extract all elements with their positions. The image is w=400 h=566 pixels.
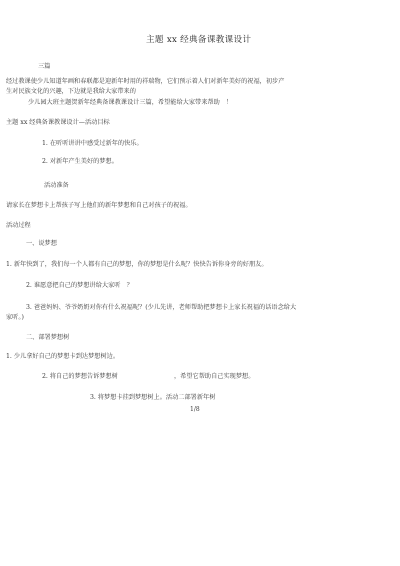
part1-heading: 主题 xx 经典备课教课设计—活动目标 [6, 119, 110, 126]
question-1: 1. 新年快到了，我们每一个人都有自己的梦想，你的梦想是什么呢？快快告诉你身旁的好朋友。 [6, 261, 268, 268]
prep-text: 请家长在梦想卡上帮孩子写上他们的新年梦想和自己对孩子的祝福。 [6, 202, 192, 209]
step2-item-1: 1. 少儿拿好自己的梦想卡到达梦想树边。 [6, 353, 120, 360]
prep-heading: 活动准备 [44, 182, 69, 189]
intro-paragraph-line-2: 生对民族文化的兴趣，下边就是我给大家带来的 [6, 88, 136, 95]
step2-heading: 二、部署梦想树 [26, 334, 70, 341]
intro-paragraph-line-3: 少儿园大班主题贺新年经典备课教课设计三篇，希望能给大家带来帮助 ！ [28, 99, 233, 106]
question-3-line-2: 家听。) [6, 314, 24, 321]
goal-item-1: 1. 在听听讲讲中感受过新年的快乐。 [42, 140, 143, 147]
document-title: 主题 xx 经典备课教课设计 [146, 35, 252, 45]
intro-paragraph-line-1: 经过教课使少儿知道年画和春联都是迎新年时用的祥瑞物，它们预示着人们对新年美好的祝福，初步产 [6, 78, 285, 85]
page-number: 1/8 [190, 406, 200, 413]
step2-item-3: 3. 将梦想卡挂到梦想树上。活动二部署新年树 [90, 394, 216, 401]
question-3-line-1: 3. 爸爸妈妈、爷爷奶奶对你有什么祝福呢？(少儿先讲，老师帮助把梦想卡上家长祝福的话语念给大 [26, 304, 297, 311]
goal-item-2: 2. 对新年产生美好的梦想。 [42, 158, 118, 165]
step2-item-2-part-1: 2. 将自己的梦想告诉梦想树 [42, 373, 118, 380]
question-2: 2. 谁愿意把自己的梦想讲给大家听 ？ [26, 282, 133, 289]
section-label: 三篇 [38, 63, 51, 70]
step2-item-2-part-2: ，希望它帮助自己实现梦想。 [174, 373, 255, 380]
process-heading: 活动过程 [6, 222, 31, 229]
step1-heading: 一、说梦想 [26, 240, 57, 247]
